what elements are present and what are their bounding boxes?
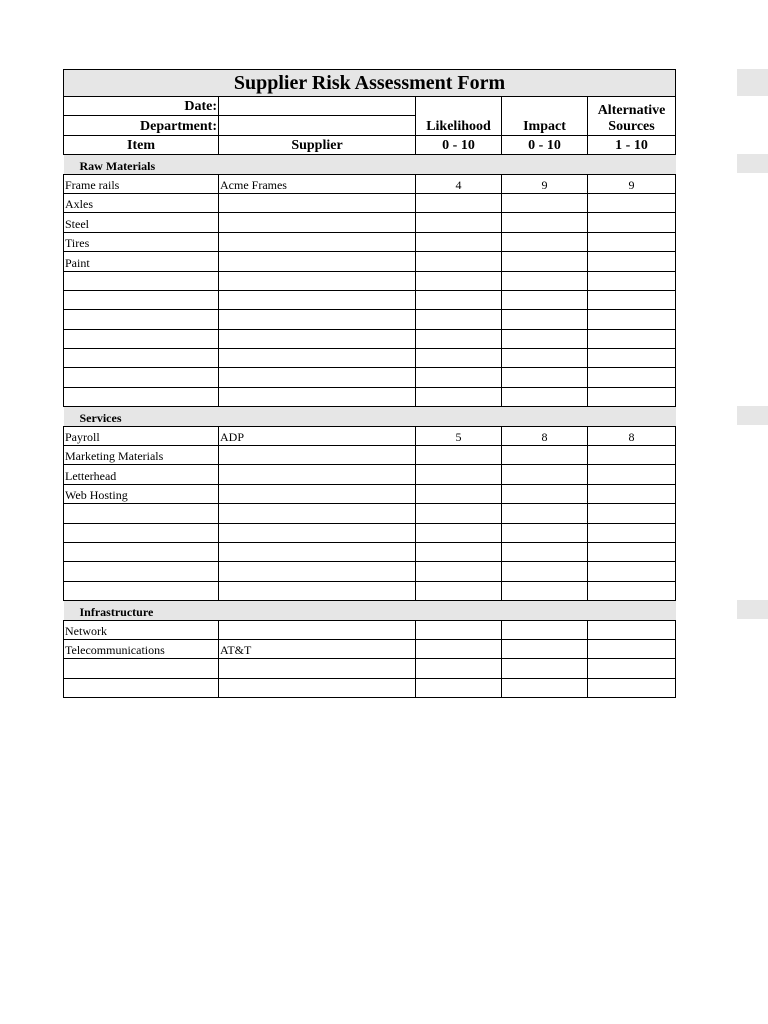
table-row bbox=[64, 368, 676, 387]
item-cell[interactable]: Letterhead bbox=[64, 465, 219, 484]
item-cell[interactable]: Payroll bbox=[64, 426, 219, 445]
table-row bbox=[64, 484, 676, 503]
item-cell[interactable]: Web Hosting bbox=[64, 484, 219, 503]
item-cell[interactable] bbox=[64, 349, 219, 368]
table-row bbox=[64, 213, 676, 232]
supplier-cell[interactable]: AT&T bbox=[219, 639, 416, 658]
impact-cell[interactable] bbox=[502, 310, 588, 329]
supplier-cell[interactable] bbox=[219, 368, 416, 387]
item-cell[interactable] bbox=[64, 504, 219, 523]
impact-cell[interactable] bbox=[502, 620, 588, 639]
likelihood-cell[interactable] bbox=[416, 310, 502, 329]
likelihood-cell[interactable] bbox=[416, 368, 502, 387]
impact-header: Impact bbox=[502, 97, 588, 136]
likelihood-cell[interactable] bbox=[416, 542, 502, 561]
supplier-cell[interactable]: Acme Frames bbox=[219, 174, 416, 193]
alternatives-cell[interactable] bbox=[588, 213, 676, 232]
likelihood-cell[interactable] bbox=[416, 678, 502, 697]
table-row bbox=[64, 659, 676, 678]
section-title: Services bbox=[64, 407, 676, 426]
impact-cell[interactable] bbox=[502, 368, 588, 387]
section-header bbox=[64, 407, 676, 426]
section-band-extension bbox=[737, 600, 768, 619]
likelihood-cell[interactable] bbox=[416, 232, 502, 251]
table-row bbox=[64, 562, 676, 581]
item-cell[interactable] bbox=[64, 368, 219, 387]
item-cell[interactable]: Network bbox=[64, 620, 219, 639]
alternative-sources-header bbox=[588, 97, 676, 136]
alternatives-cell[interactable] bbox=[588, 659, 676, 678]
alternatives-cell[interactable] bbox=[588, 639, 676, 658]
table-row bbox=[64, 504, 676, 523]
spreadsheet bbox=[63, 69, 735, 698]
item-cell[interactable]: Frame rails bbox=[64, 174, 219, 193]
alternatives-cell[interactable] bbox=[588, 232, 676, 251]
impact-cell[interactable] bbox=[502, 659, 588, 678]
alternatives-cell[interactable] bbox=[588, 446, 676, 465]
title-band-extension bbox=[737, 69, 768, 96]
department-field[interactable] bbox=[219, 116, 416, 135]
table-row bbox=[64, 252, 676, 271]
supplier-cell[interactable] bbox=[219, 659, 416, 678]
table-row bbox=[64, 193, 676, 212]
section-title: Raw Materials bbox=[64, 155, 676, 174]
department-label: Department: bbox=[64, 116, 219, 135]
supplier-cell[interactable] bbox=[219, 349, 416, 368]
supplier-cell[interactable] bbox=[219, 252, 416, 271]
likelihood-cell[interactable]: 4 bbox=[416, 174, 502, 193]
supplier-cell[interactable] bbox=[219, 523, 416, 542]
item-cell[interactable] bbox=[64, 329, 219, 348]
table-row bbox=[64, 310, 676, 329]
likelihood-cell[interactable] bbox=[416, 620, 502, 639]
supplier-cell[interactable] bbox=[219, 542, 416, 561]
form-title: Supplier Risk Assessment Form bbox=[64, 70, 676, 97]
date-label: Date: bbox=[64, 97, 219, 116]
alternative-label: Alternative bbox=[597, 102, 666, 118]
alternatives-cell[interactable] bbox=[588, 542, 676, 561]
likelihood-cell[interactable] bbox=[416, 213, 502, 232]
supplier-cell[interactable] bbox=[219, 271, 416, 290]
likelihood-cell[interactable] bbox=[416, 523, 502, 542]
item-cell[interactable] bbox=[64, 678, 219, 697]
impact-cell[interactable] bbox=[502, 213, 588, 232]
supplier-cell[interactable]: ADP bbox=[219, 426, 416, 445]
table-row bbox=[64, 639, 676, 658]
impact-range: 0 - 10 bbox=[502, 135, 588, 154]
table-row bbox=[64, 446, 676, 465]
impact-cell[interactable] bbox=[502, 271, 588, 290]
item-cell[interactable] bbox=[64, 523, 219, 542]
likelihood-cell[interactable] bbox=[416, 446, 502, 465]
item-cell[interactable] bbox=[64, 581, 219, 600]
supplier-header: Supplier bbox=[219, 135, 416, 154]
supplier-cell[interactable] bbox=[219, 504, 416, 523]
likelihood-header: Likelihood bbox=[416, 97, 502, 136]
likelihood-cell[interactable] bbox=[416, 639, 502, 658]
supplier-cell[interactable] bbox=[219, 562, 416, 581]
table-row bbox=[64, 174, 676, 193]
likelihood-cell[interactable] bbox=[416, 252, 502, 271]
table-row bbox=[64, 620, 676, 639]
section-band-extension bbox=[737, 406, 768, 425]
impact-cell[interactable] bbox=[502, 232, 588, 251]
alternatives-cell[interactable] bbox=[588, 349, 676, 368]
item-cell[interactable]: Steel bbox=[64, 213, 219, 232]
supplier-cell[interactable] bbox=[219, 213, 416, 232]
item-cell[interactable]: Marketing Materials bbox=[64, 446, 219, 465]
alternatives-cell[interactable]: 9 bbox=[588, 174, 676, 193]
alternatives-cell[interactable] bbox=[588, 310, 676, 329]
alternatives-cell[interactable] bbox=[588, 620, 676, 639]
likelihood-cell[interactable] bbox=[416, 271, 502, 290]
alternatives-cell[interactable] bbox=[588, 290, 676, 309]
alternatives-cell[interactable]: 8 bbox=[588, 426, 676, 445]
table-row bbox=[64, 465, 676, 484]
table-row bbox=[64, 542, 676, 561]
alternative-range: 1 - 10 bbox=[588, 135, 676, 154]
impact-cell[interactable]: 9 bbox=[502, 174, 588, 193]
supplier-cell[interactable] bbox=[219, 193, 416, 212]
table-row bbox=[64, 349, 676, 368]
supplier-cell[interactable] bbox=[219, 620, 416, 639]
date-field[interactable] bbox=[219, 97, 416, 116]
impact-cell[interactable] bbox=[502, 193, 588, 212]
impact-cell[interactable] bbox=[502, 542, 588, 561]
item-cell[interactable]: Tires bbox=[64, 232, 219, 251]
item-cell[interactable] bbox=[64, 387, 219, 406]
likelihood-cell[interactable] bbox=[416, 349, 502, 368]
impact-cell[interactable] bbox=[502, 252, 588, 271]
item-cell[interactable] bbox=[64, 271, 219, 290]
likelihood-cell[interactable] bbox=[416, 290, 502, 309]
item-cell[interactable] bbox=[64, 542, 219, 561]
supplier-cell[interactable] bbox=[219, 232, 416, 251]
table-row bbox=[64, 290, 676, 309]
supplier-cell[interactable] bbox=[219, 465, 416, 484]
impact-cell[interactable] bbox=[502, 639, 588, 658]
supplier-cell[interactable] bbox=[219, 581, 416, 600]
impact-cell[interactable] bbox=[502, 446, 588, 465]
likelihood-cell[interactable] bbox=[416, 484, 502, 503]
supplier-cell[interactable] bbox=[219, 446, 416, 465]
table-row bbox=[64, 232, 676, 251]
risk-assessment-table bbox=[63, 69, 676, 698]
item-cell[interactable] bbox=[64, 562, 219, 581]
alternatives-cell[interactable] bbox=[588, 504, 676, 523]
supplier-cell[interactable] bbox=[219, 484, 416, 503]
item-cell[interactable]: Paint bbox=[64, 252, 219, 271]
table-row bbox=[64, 523, 676, 542]
item-cell[interactable] bbox=[64, 310, 219, 329]
impact-cell[interactable]: 8 bbox=[502, 426, 588, 445]
impact-cell[interactable] bbox=[502, 523, 588, 542]
alternatives-cell[interactable] bbox=[588, 484, 676, 503]
alternatives-cell[interactable] bbox=[588, 387, 676, 406]
section-band-extension bbox=[737, 154, 768, 173]
alternatives-cell[interactable] bbox=[588, 368, 676, 387]
impact-cell[interactable] bbox=[502, 678, 588, 697]
impact-cell[interactable] bbox=[502, 504, 588, 523]
alternatives-cell[interactable] bbox=[588, 678, 676, 697]
section-header bbox=[64, 601, 676, 620]
item-cell[interactable]: Axles bbox=[64, 193, 219, 212]
likelihood-cell[interactable] bbox=[416, 562, 502, 581]
impact-cell[interactable] bbox=[502, 290, 588, 309]
item-cell[interactable] bbox=[64, 290, 219, 309]
impact-cell[interactable] bbox=[502, 581, 588, 600]
impact-cell[interactable] bbox=[502, 484, 588, 503]
table-row bbox=[64, 581, 676, 600]
table-row bbox=[64, 678, 676, 697]
table-row bbox=[64, 387, 676, 406]
item-header: Item bbox=[64, 135, 219, 154]
likelihood-cell[interactable] bbox=[416, 659, 502, 678]
likelihood-cell[interactable] bbox=[416, 193, 502, 212]
likelihood-cell[interactable] bbox=[416, 465, 502, 484]
likelihood-range: 0 - 10 bbox=[416, 135, 502, 154]
alternatives-cell[interactable] bbox=[588, 271, 676, 290]
impact-cell[interactable] bbox=[502, 329, 588, 348]
likelihood-cell[interactable] bbox=[416, 387, 502, 406]
section-header bbox=[64, 155, 676, 174]
likelihood-cell[interactable]: 5 bbox=[416, 426, 502, 445]
alternatives-cell[interactable] bbox=[588, 193, 676, 212]
impact-cell[interactable] bbox=[502, 387, 588, 406]
impact-cell[interactable] bbox=[502, 562, 588, 581]
likelihood-cell[interactable] bbox=[416, 581, 502, 600]
alternatives-cell[interactable] bbox=[588, 581, 676, 600]
alternatives-cell[interactable] bbox=[588, 562, 676, 581]
sources-label: Sources bbox=[608, 118, 655, 134]
table-row bbox=[64, 271, 676, 290]
supplier-cell[interactable] bbox=[219, 678, 416, 697]
alternatives-cell[interactable] bbox=[588, 252, 676, 271]
supplier-cell[interactable] bbox=[219, 310, 416, 329]
supplier-cell[interactable] bbox=[219, 290, 416, 309]
alternatives-cell[interactable] bbox=[588, 523, 676, 542]
section-title: Infrastructure bbox=[64, 601, 676, 620]
alternatives-cell[interactable] bbox=[588, 329, 676, 348]
supplier-cell[interactable] bbox=[219, 329, 416, 348]
item-cell[interactable] bbox=[64, 659, 219, 678]
alternatives-cell[interactable] bbox=[588, 465, 676, 484]
impact-cell[interactable] bbox=[502, 349, 588, 368]
item-cell[interactable]: Telecommunications bbox=[64, 639, 219, 658]
impact-cell[interactable] bbox=[502, 465, 588, 484]
likelihood-cell[interactable] bbox=[416, 329, 502, 348]
table-row bbox=[64, 329, 676, 348]
supplier-cell[interactable] bbox=[219, 387, 416, 406]
likelihood-cell[interactable] bbox=[416, 504, 502, 523]
table-row bbox=[64, 426, 676, 445]
